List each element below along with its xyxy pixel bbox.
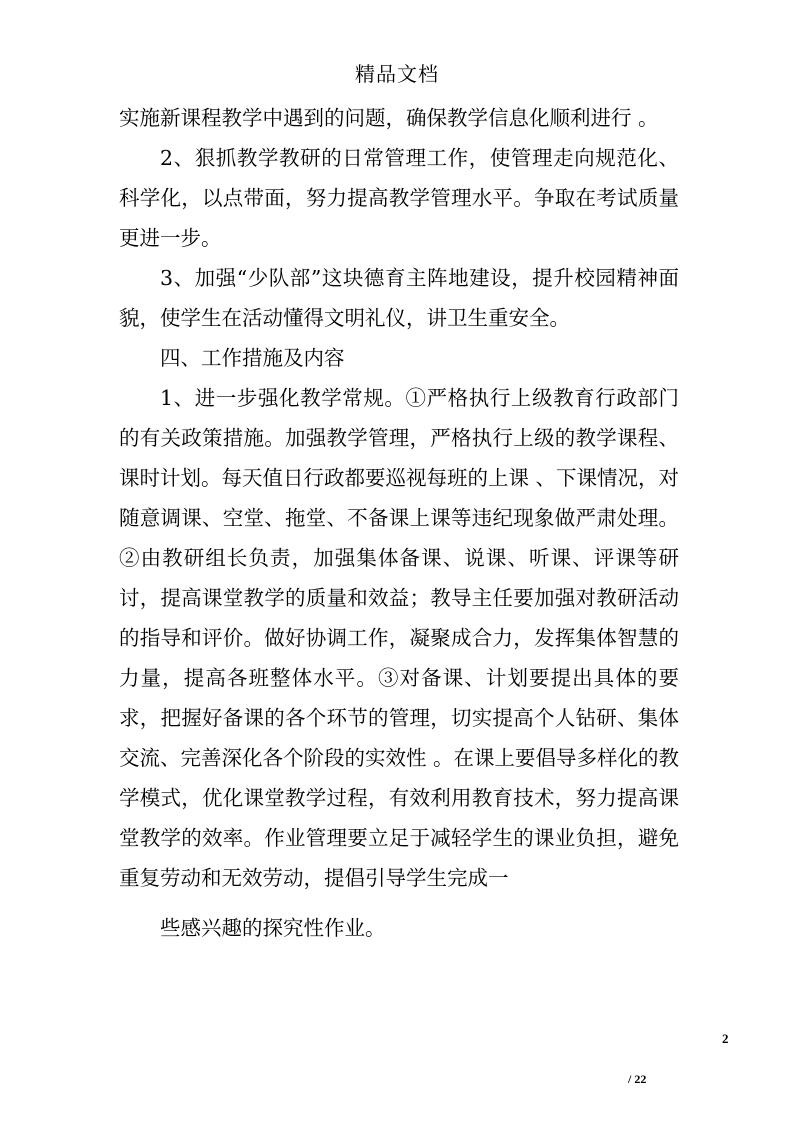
page-total: / 22 [628,1072,647,1086]
paragraph-item-2: 2、狠抓教学教研的日常管理工作，使管理走向规范化、科学化，以点带面，努力提高教学管理水平。争取在考试质量更进一步。 [119,146,679,250]
section-heading: 四、工作措施及内容 [160,346,345,370]
paragraph-item-3: 3、加强“少队部”这块德育主阵地建设，提升校园精神面貌，使学生在活动懂得文明礼仪，讲卫生重安全。 [119,266,679,330]
paragraph-measures-continued: 些感兴趣的探究性作业。 [160,916,386,940]
paragraph-continuation: 实施新课程教学中遇到的问题，确保教学信息化顺利进行 。 [119,106,659,130]
paragraph-measures-1: 1、进一步强化教学常规。①严格执行上级教育行政部门的有关政策措施。加强教学管理，严格执行上级的教学课程、课时计划。每天值日行政都要巡视每班的上课 、下课情况，对随意调课、空堂、拖堂、不备课上课等违纪现象做严肃处理。②由教研组长负责，加强集体备课、说课、听课、评课等研讨，提高课堂教学的质量和效益；教导主任要加强对教研活动的指导和评价。做好协调工作，凝聚成合力，发挥集体智慧的力量，提高各班整体水平。③对备课、计划要提出具体的要求，把握好备课的各个环节的管理，切实提高个人钻研、集体交流、完善深化各个阶段的实效性 。在课上要倡导多样化的教学模式，优化课堂教学过程，有效利用教育技术，努力提高课堂教学的效率。作业管理要立足于减轻学生的课业负担，避免重复劳动和无效劳动，提倡引导学生完成一 [119,386,680,890]
page-header-title: 精品文档 [355,62,439,86]
page-number: 2 [722,1031,729,1046]
document-body [119,98,679,948]
